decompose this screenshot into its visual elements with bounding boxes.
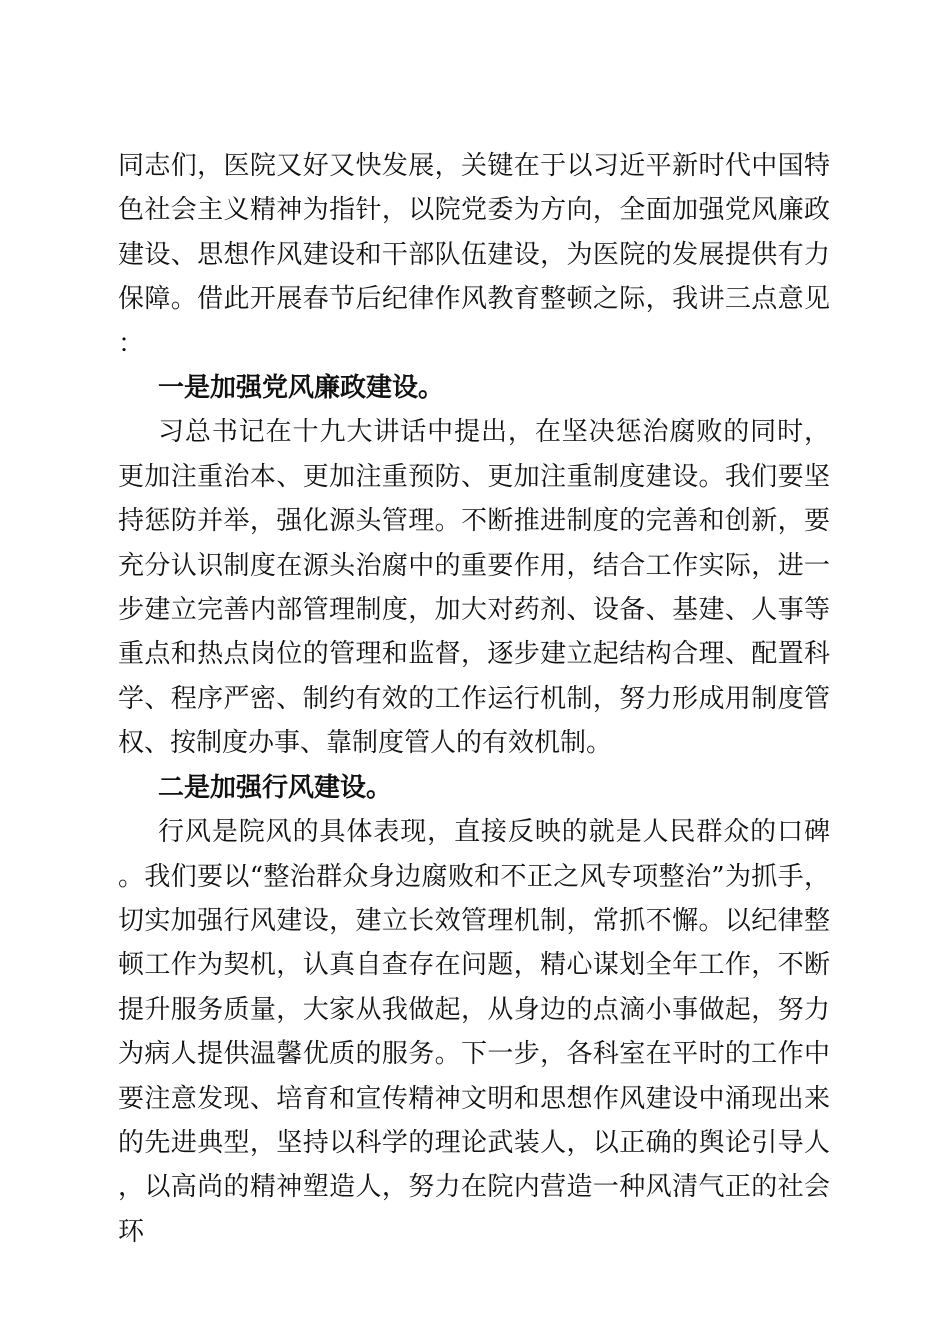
section-1-paragraph: 习总书记在十九大讲话中提出，在坚决惩治腐败的同时，更加注重治本、更加注重预防、更加注重制度建设。我们要坚持惩防并举，强化源头管理。不断推进制度的完善和创新，要充分认识制度在源头治腐中的重要作用，结合工作实际，进一步建立完善内部管理制度，加大对药剂、设备、基建、人事等重点和热点岗位的管理和监督，逐步建立起结构合理、配置科学、程序严密、制约有效的工作运行机制，努力形成用制度管权、按制度办事、靠制度管人的有效机制。 <box>118 417 830 759</box>
document-body <box>118 144 830 1254</box>
opening-paragraph: 同志们，医院又好又快发展，关键在于以习近平新时代中国特色社会主义精神为指针，以院党委为方向，全面加强党风廉政建设、思想作风建设和干部队伍建设，为医院的发展提供有力保障。借此开展春节后纪律作风教育整顿之际，我讲三点意见： <box>118 151 830 359</box>
section-2-paragraph: 行风是院风的具体表现，直接反映的就是人民群众的口碑。我们要以“整治群众身边腐败和不正之风专项整治”为抓手，切实加强行风建设，建立长效管理机制，常抓不懈。以纪律整顿工作为契机，认真自查存在问题，精心谋划全年工作，不断提升服务质量，大家从我做起，从身边的点滴小事做起，努力为病人提供温馨优质的服务。下一步，各科室在平时的工作中要注意发现、培育和宣传精神文明和思想作风建设中涌现出来的先进典型，坚持以科学的理论武装人，以正确的舆论引导人，以高尚的精神塑造人，努力在院内营造一种风清气正的社会环 <box>118 817 830 1247</box>
section-heading-1: 一是加强党风廉政建设。 <box>158 373 445 404</box>
section-heading-2: 二是加强行风建设。 <box>158 772 393 803</box>
